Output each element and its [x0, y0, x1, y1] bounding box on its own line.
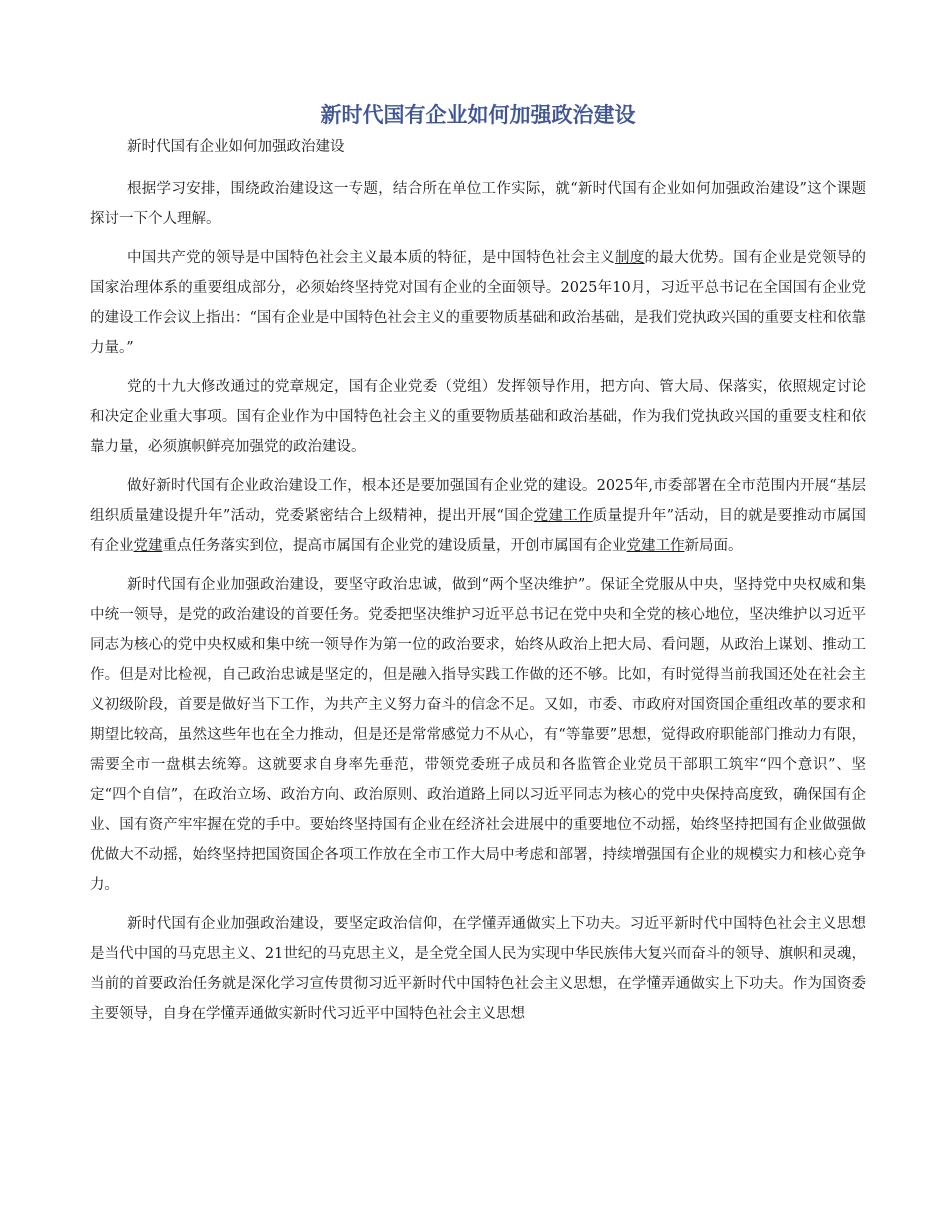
paragraph-4-text-a: 做好新时代国有企业政治建设工作，根本还是要加强国有企业党的建设。2025年,市委部署在全市范围内开展“基层组织质量建设提升年”活动，党委紧密结合上级精神，提出开展“国企 — [90, 478, 866, 524]
paragraph-6: 新时代国有企业加强政治建设，要坚定政治信仰，在学懂弄通做实上下功夫。习近平新时代中国特色社会主义思想是当代中国的马克思主义、21世纪的马克思主义，是全党全国人民为实现中华民族伟大复兴而奋斗的领导、旗帜和灵魂，当前的首要政治任务就是深化学习宣传贯彻习近平新时代中国特色社会主义思想，在学懂弄通做实上下功夫。作为国资委主要领导，自身在学懂弄通做实新时代习近平中国特色社会主义思想 — [90, 916, 866, 1022]
paragraph-1: 根据学习安排，围绕政治建设这一专题，结合所在单位工作实际，就“新时代国有企业如何加强政治建设”这个课题探讨一下个人理解。 — [90, 181, 866, 227]
document-subtitle: 新时代国有企业如何加强政治建设 — [127, 139, 345, 155]
paragraph-2-text-a: 中国共产党的领导是中国特色社会主义最本质的特征，是中国特色社会主义 — [127, 250, 615, 266]
paragraph-2-text-b: 的最大优势。国有企业是党领导的国家治理体系的重要组成部分，必须始终坚持党对国有企业的全面领导。2025年10月，习近平总书记在全国国有企业党的建设工作会议上指出：“国有企业是中国特色社会主义的重要物质基础和政治基础，是我们党执政兴国的重要支柱和依靠力量。” — [90, 250, 867, 356]
link-dangjian-gongzuo-1[interactable]: 党建工作 — [533, 508, 593, 524]
link-zhidu[interactable]: 制度 — [614, 250, 645, 266]
paragraph-4-text-d: 新局面。 — [684, 538, 743, 554]
paragraph-2 — [90, 243, 866, 363]
paragraph-5: 新时代国有企业加强政治建设，要坚守政治忠诚，做到“两个坚决维护”。保证全党服从中央，坚持党中央权威和集中统一领导，是党的政治建设的首要任务。党委把坚决维护习近平总书记在党中央和全党的核心地位，坚决维护以习近平同志为核心的党中央权威和集中统一领导作为第一位的政治要求，始终从政治上把大局、看问题，从政治上谋划、推动工作。但是对比检视，自己政治忠诚是坚定的，但是融入指导实践工作做的还不够。比如，有时觉得当前我国还处在社会主义初级阶段，首要是做好当下工作，为共产主义努力奋斗的信念不足。又如，市委、市政府对国资国企重组改革的要求和期望比较高，虽然这些年也在全力推动，但是还是常常感觉力不从心，有“等靠要”思想，觉得政府职能部门推动力有限，需要全市一盘棋去统筹。这就要求自身率先垂范，带领党委班子成员和各监管企业党员干部职工筑牢“四个意识”、坚定“四个自信”，在政治立场、政治方向、政治原则、政治道路上同以习近平同志为核心的党中央保持高度致，确保国有企业、国有资产牢牢握在党的手中。要始终坚持国有企业在经济社会进展中的重要地位不动摇，始终坚持把国有企业做强做优做大不动摇，始终坚持把国资国企各项工作放在全市工作大局中考虑和部署，持续增强国有企业的规模实力和核心竞争力。 — [90, 577, 866, 893]
paragraph-4 — [90, 471, 866, 561]
document-title: 新时代国有企业如何加强政治建设 — [320, 103, 636, 127]
paragraph-4-text-b: 质量提升年”活动，目的就是要推动市属国有企业 — [90, 508, 867, 554]
link-dangjian-gongzuo-2[interactable]: 党建工作 — [626, 538, 685, 554]
document-page — [90, 100, 866, 1038]
paragraph-4-text-c: 重点任务落实到位，提高市属国有企业党的建设质量，开创市属国有企业 — [162, 538, 627, 554]
link-dangjian[interactable]: 党建 — [133, 538, 163, 554]
paragraph-3: 党的十九大修改通过的党章规定，国有企业党委（党组）发挥领导作用，把方向、管大局、保落实，依照规定讨论和决定企业重大事项。国有企业作为中国特色社会主义的重要物质基础和政治基础，作为我们党执政兴国的重要支柱和依靠力量，必须旗帜鲜亮加强党的政治建设。 — [90, 379, 866, 455]
